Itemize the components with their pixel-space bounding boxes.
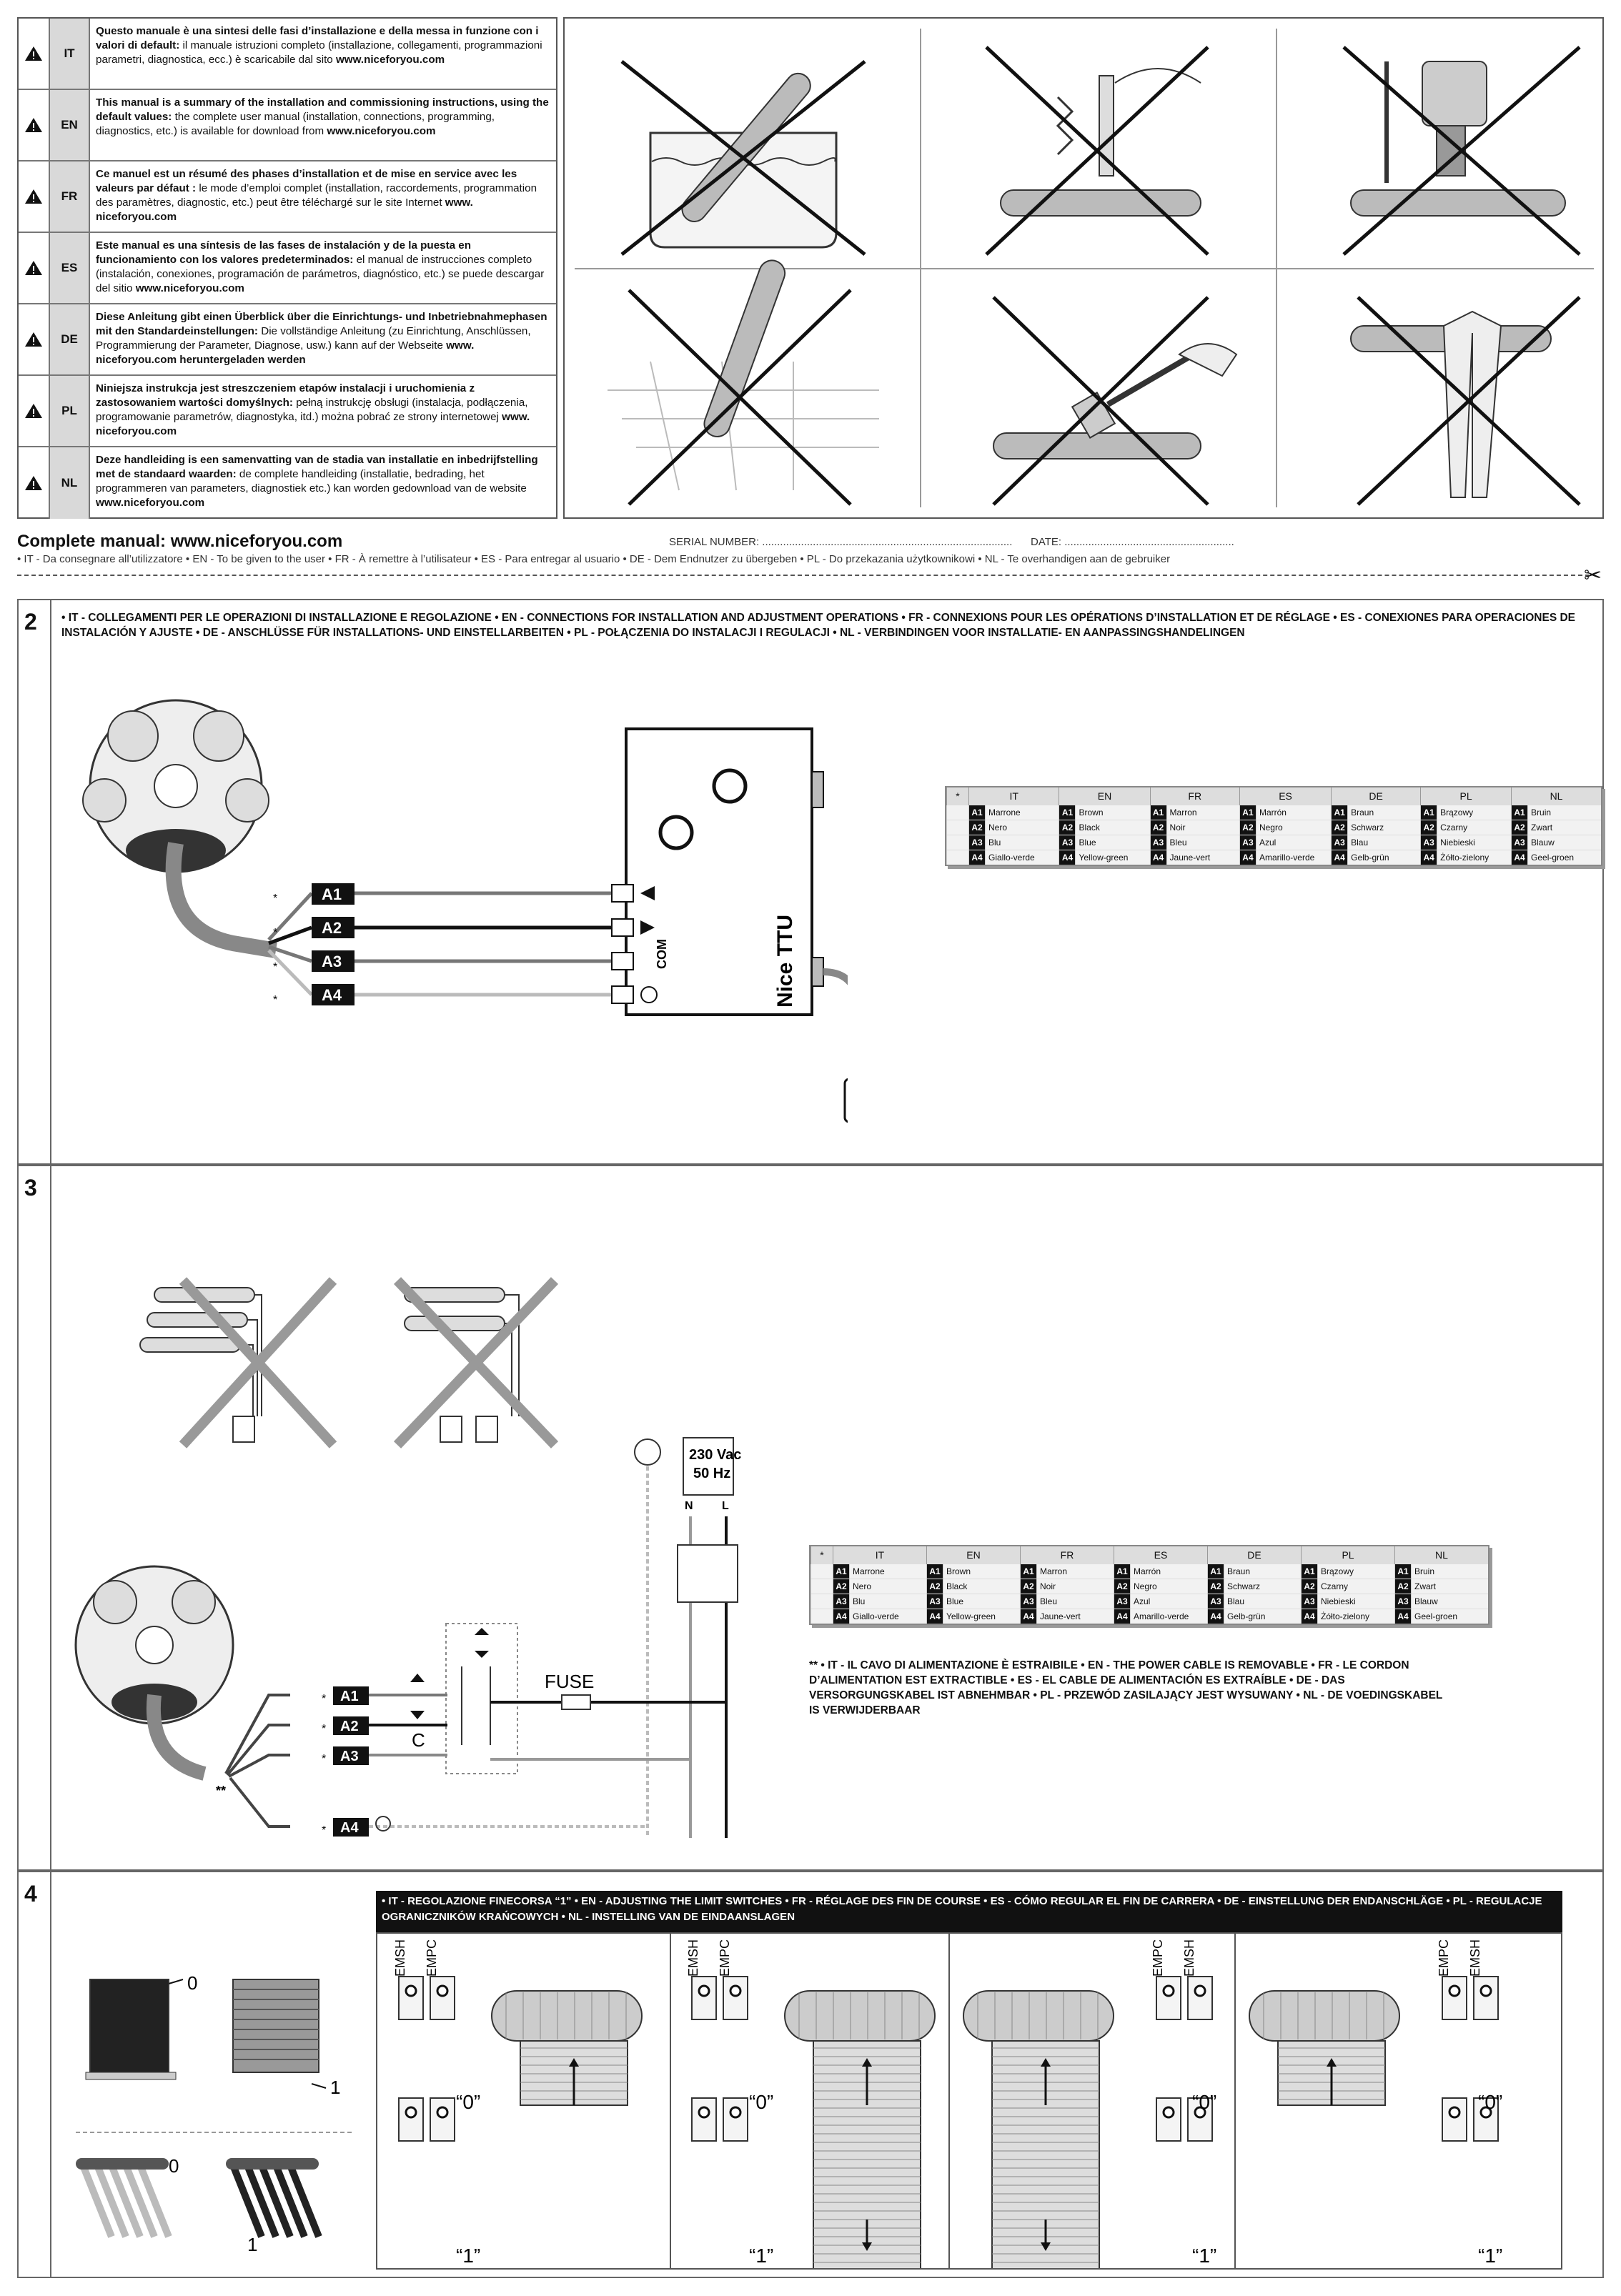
wire-tag: A3 [1332,835,1348,850]
warning-icon [19,90,50,160]
wire-labels [312,883,355,1005]
lang-header: IT [969,787,1059,805]
wire-color-table: * IT EN FR ES DE PL NL A1 Marrone A1 Brown A1 Marron A1 Marrón A1 Braun A1 Brązowy A1 Bruin A2 Nero A2 Black A2 Noir A2 Negro A2 Schwarz A2 Czarny A2 Zwart A3 Blu A3 Blue A3 Bleu A3 Azul A3 Blau A3 Niebieski A3 Blauw A4 Giallo-verde A4 Yellow-green A4 Jaune-vert A4 Amarillo-verde A4 Gelb-grün A4 Żółto-zielony A4 Geel-groen [809,1545,1489,1625]
wire-tag: A3 [833,1594,850,1609]
description-bold: Ce manuel est un résumé des phases d’installation et de mise en service avec les valeurs par défaut : [96,168,517,194]
wire-color: Blauw [1412,1594,1489,1609]
table-row [811,1579,1489,1594]
svg-text:1: 1 [247,2234,258,2255]
wire-tag: A3 [1395,1594,1412,1609]
warning-icon [19,161,50,232]
svg-text:N: N [685,1500,693,1512]
wire-color: Blau [1224,1594,1302,1609]
lang-header: DE [1332,787,1421,805]
limit-step-3 [963,1939,1216,2268]
wire-color: Bleu [1166,835,1239,850]
wire-tag: A2 [1208,1579,1224,1594]
wire-tag: A4 [833,1609,850,1624]
svg-text:EMPC: EMPC [1151,1939,1165,1977]
website-link[interactable]: www. niceforyou.com [96,197,473,223]
wire-tag: A3 [1114,1594,1131,1609]
wire-color: Negro [1131,1579,1208,1594]
svg-text:*: * [273,893,278,905]
svg-text:EMPC: EMPC [1437,1939,1451,1977]
wire-color: Blue [1076,835,1150,850]
svg-text:*: * [273,961,278,973]
wire-color: Marron [1037,1564,1114,1579]
svg-text:“0”: “0” [749,2091,774,2113]
table-row [947,850,1602,865]
description-text: the complete user manual (installation, connections, programming, diagnostics, etc.) is available for download from [96,111,495,137]
wire-color: Zwart [1412,1579,1489,1594]
svg-text:A4: A4 [340,1820,359,1836]
svg-text:*: * [273,927,278,939]
wire-color: Blu [986,835,1059,850]
svg-text:C: C [412,1729,425,1751]
wire-tag: A1 [1150,805,1166,820]
forbidden-parallel-figure-2 [397,1281,555,1445]
wire-color: Schwarz [1224,1579,1302,1594]
warning-icon [19,304,50,374]
wire-tag: A2 [969,820,986,835]
language-row-es [19,233,556,304]
description-text: le mode d’emploi complet (installation, raccordements, programmation des paramètres, diagnostic, etc.) peut être téléchargé sur le site Internet [96,182,537,209]
section-limit-switches [17,1871,1604,2278]
removable-cable-note: ** • IT - IL CAVO DI ALIMENTAZIONE È ESTRAIBILE • EN - THE POWER CABLE IS REMOVABLE • FR - LE CORDON D’ALIMENTATION EST EXTRACTIBLE • ES - EL CABLE DE ALIMENTACIÓN ES EXTRAÍBLE • DE - DAS VERSORGUNGSKABEL IST ABNEHMBAR • PL - PRZEWÓD ZASILAJĄCY JEST WYSUWANY • NL - DE VOEDINGSKABEL IS VERWIJDERBAAR [809,1659,1443,1716]
language-row-it [19,19,556,90]
language-description [96,453,550,510]
warning-icon [19,447,50,519]
wire-tag: A1 [1239,805,1256,820]
language-row-en [19,90,556,161]
table-row [811,1594,1489,1609]
wire-tag: A4 [1059,850,1076,865]
description-bold: Niniejsza instrukcja jest streszczeniem etapów instalacji i uruchomienia z zastosowaniem wartości domyślnych: [96,382,475,409]
language-code: FR [50,161,90,232]
website-link[interactable]: www. niceforyou.com heruntergeladen werden [96,339,475,366]
wire-tag: A3 [1512,835,1528,850]
language-description [96,239,550,296]
section-number: 2 [19,600,51,1163]
website-link[interactable]: www.niceforyou.com [135,282,244,294]
wire-tag: A4 [1395,1609,1412,1624]
wire-tag: A3 [1239,835,1256,850]
wire-color-table: * IT EN FR ES DE PL NL A1 Marrone A1 Brown A1 Marron A1 Marrón A1 Braun A1 Brązowy A1 Bruin A2 Nero A2 Black A2 Noir A2 Negro A2 Schwarz A2 Czarny A2 Zwart A3 Blu A3 Blue A3 Bleu A3 Azul A3 Blau A3 Niebieski A3 Blauw A4 Giallo-verde A4 Yellow-green A4 Jaune-vert A4 Amarillo-verde A4 Gelb-grün A4 Żółto-zielony A4 Geel-groen [945,786,1602,866]
section-number: 3 [19,1166,51,1869]
svg-text:A1: A1 [322,885,342,903]
wire-tag: A3 [1021,1594,1037,1609]
language-code: DE [50,304,90,374]
language-row-de [19,304,556,376]
description-text: pełną instrukcję obsługi (instalacja, podłączenia, programowanie parametrów, diagnostyka, itd.) można pobrać ze strony internetowej [96,397,528,423]
wire-color: Geel-groen [1412,1609,1489,1624]
limit-step-4 [1249,1939,1502,2267]
switch-box [446,1624,517,1774]
wire-tag: A4 [927,1609,943,1624]
language-description [96,382,550,439]
limit-step-1 [393,1939,642,2267]
motor-head-figure [76,1566,233,1774]
lang-header: ES [1114,1546,1208,1564]
section-number: 4 [19,1872,51,2277]
svg-text:EMSH: EMSH [1182,1939,1196,1977]
table-row [947,805,1602,820]
wire-color: Marrón [1131,1564,1208,1579]
wire-color: Marrone [850,1564,927,1579]
wire-tag: A1 [1302,1564,1318,1579]
wire-tag: A1 [969,805,986,820]
description-text: de complete handleiding (installatie, bedrading, het programmeren van parameters, diagnostiek etc.) kan worden gedownload van de website [96,468,527,495]
down-arrow-icon [410,1711,425,1719]
wire-tag: A4 [1302,1609,1318,1624]
lang-header: EN [1059,787,1150,805]
wire-tag: A3 [1150,835,1166,850]
earth-icon [376,1817,390,1831]
wire-color: Marron [1166,805,1239,820]
lang-header: PL [1302,1546,1395,1564]
svg-text:“0”: “0” [1478,2091,1503,2113]
wire-color: Braun [1348,805,1421,820]
lang-header: PL [1421,787,1512,805]
language-row-fr [19,161,556,233]
wire-tag: A1 [1332,805,1348,820]
svg-text:0: 0 [187,1972,198,1994]
wire-color: Żółto-zielony [1437,850,1512,865]
up-arrow-icon [410,1674,425,1682]
svg-text:“0”: “0” [456,2091,481,2113]
wire-color: Noir [1037,1579,1114,1594]
svg-text:“1”: “1” [1478,2245,1503,2267]
serial-number-field: SERIAL NUMBER: .................................................................................... [669,536,1013,548]
com-label: COM [655,939,669,969]
wire-labels [333,1686,369,1837]
lang-header: IT [833,1546,927,1564]
svg-text:A1: A1 [340,1689,359,1704]
motor-head-figure [83,700,276,950]
wire-color: Bruin [1412,1564,1489,1579]
wire-tag: A4 [1021,1609,1037,1624]
wire-tag: A2 [1332,820,1348,835]
table-row [947,820,1602,835]
wire-tag: A3 [1421,835,1437,850]
wire-tag: A4 [1421,850,1437,865]
motor-in-water-figure [622,61,865,254]
wire-tag: A4 [969,850,986,865]
svg-text:EMSH: EMSH [686,1939,700,1977]
wire-tag: A3 [1302,1594,1318,1609]
wire-color: Marrone [986,805,1059,820]
wire-tag: A4 [1239,850,1256,865]
svg-text:EMPC: EMPC [718,1939,732,1977]
lang-header: FR [1021,1546,1114,1564]
svg-text:0: 0 [169,2155,179,2177]
svg-text:A3: A3 [322,953,342,970]
svg-text:*: * [322,1824,327,1837]
wire-color: Black [1076,820,1150,835]
wire-tag: A2 [1059,820,1076,835]
description-text: il manuale istruzioni completo (installazione, collegamenti, programmazioni parametri, diagnostica, ecc.) è scaricabile dal sito [96,39,542,66]
svg-text:*: * [322,1693,327,1705]
website-link[interactable]: www. niceforyou.com [96,411,530,437]
svg-text:EMSH: EMSH [1468,1939,1482,1977]
language-row-pl [19,376,556,447]
complete-manual-link[interactable]: Complete manual: www.niceforyou.com [17,532,343,551]
wire-tag: A1 [1059,805,1076,820]
wire-tag: A4 [1208,1609,1224,1624]
language-description [96,310,550,367]
svg-text:EMSH: EMSH [393,1939,407,1977]
wire-color: Noir [1166,820,1239,835]
main-switch [678,1545,738,1602]
wire-tag: A2 [1150,820,1166,835]
warning-figures-panel [563,17,1604,519]
wire-color: Azul [1131,1594,1208,1609]
wire-tag: A2 [1421,820,1437,835]
svg-text:230 Vac: 230 Vac [689,1447,742,1463]
svg-text:*: * [322,1753,327,1765]
svg-text:*: * [273,994,278,1006]
screw-into-motor-figure [986,47,1208,254]
lang-header: FR [1150,787,1239,805]
wire-color: Bleu [1037,1594,1114,1609]
wire-tag: A1 [1512,805,1528,820]
lang-header: NL [1395,1546,1489,1564]
wire-tag: A1 [1395,1564,1412,1579]
wire-tag: A1 [1421,805,1437,820]
wire-color: Giallo-verde [986,850,1059,865]
wire-tag: A2 [1114,1579,1131,1594]
svg-text:A2: A2 [322,919,342,937]
wire-color: Niebieski [1437,835,1512,850]
wire-color: Nero [986,820,1059,835]
table-row [811,1564,1489,1579]
limit-position-examples [61,1901,362,2258]
language-description [96,24,550,67]
wire-color: Gelb-grün [1348,850,1421,865]
wire-color: Gelb-grün [1224,1609,1302,1624]
date-field: DATE: ......................................................... [1031,536,1234,548]
limit-switch-steps-panel [376,1932,1562,2270]
wire-color: Niebieski [1318,1594,1395,1609]
section-title: • IT - REGOLAZIONE FINECORSA “1” • EN - ADJUSTING THE LIMIT SWITCHES • FR - RÉGLAGE DES FIN DE COURSE • ES - CÓMO REGULAR EL FIN DE CARRERA • DE - EINSTELLUNG DER ENDANSCHLÄGE • PL - REGULACJE OGRANICZNIKÓW KRAŃCOWYCH • NL - INSTELLING VAN DE EINDAANSLAGEN [376,1891,1562,1932]
wire-color: Blue [943,1594,1021,1609]
description-bold: Este manual es una síntesis de las fases de instalación y de la puesta en funcionamiento con los valores predeterminados: [96,239,472,266]
ttu-wiring-diagram [61,657,848,1158]
svg-text:“1”: “1” [456,2245,481,2267]
warning-icon [19,233,50,303]
wire-tag: A4 [1150,850,1166,865]
wire-tag: A2 [1021,1579,1037,1594]
dropped-motor-figure [608,257,879,505]
description-bold: Questo manuale è una sintesi delle fasi d’installazione e della messa in funzione con i valori di default: [96,25,539,51]
wire-tag: A3 [927,1594,943,1609]
wire-color: Jaune-vert [1166,850,1239,865]
language-description [96,167,550,224]
svg-text:“1”: “1” [1192,2245,1217,2267]
device-label: Nice TTU [773,914,797,1008]
language-summary-table [17,17,557,519]
wire-color: Nero [850,1579,927,1594]
language-code: EN [50,90,90,160]
lang-header: NL [1512,787,1601,805]
wire-color: Bruin [1528,805,1601,820]
wire-color: Brown [943,1564,1021,1579]
svg-text:50 Hz: 50 Hz [693,1466,731,1481]
wire-color: Amarillo-verde [1256,850,1331,865]
fuse-label: FUSE [545,1671,595,1692]
wire-tag: A4 [1114,1609,1131,1624]
wire-tag: A1 [833,1564,850,1579]
lang-header: ES [1239,787,1331,805]
wire-color: Geel-groen [1528,850,1601,865]
wire-color: Brown [1076,805,1150,820]
wire-color: Żółto-zielony [1318,1609,1395,1624]
mains-wiring-diagram [61,1209,776,1867]
pliers-on-motor-figure [1351,297,1580,505]
wire-color: Blu [850,1594,927,1609]
language-row-nl [19,447,556,519]
wire-color: Marrón [1256,805,1331,820]
wire-color: Azul [1256,835,1331,850]
description-text: el manual de instrucciones completo (instalación, conexiones, programación de parámetros, diagnóstico, etc.) se puede descargar del sitio [96,254,545,294]
svg-text:“1”: “1” [749,2245,774,2267]
wire-tag: A2 [927,1579,943,1594]
wire-tag: A2 [1239,820,1256,835]
wire-color: Jaune-vert [1037,1609,1114,1624]
handover-note: • IT - Da consegnare all’utilizzatore • EN - To be given to the user • FR - À remettre à l’utilisateur • ES - Para entregar al usuario • DE - Dem Endnutzer zu übergeben • PL - Do przekazania użytkownikowi • NL - Te overhandigen aan de gebruiker [17,553,1171,565]
warning-icon [19,19,50,89]
wire-tag: A2 [1302,1579,1318,1594]
svg-text:“0”: “0” [1192,2091,1217,2113]
wire-tag: A3 [969,835,986,850]
language-description [96,96,550,139]
warning-icon [19,376,50,446]
wire-color: Blauw [1528,835,1601,850]
lang-header: DE [1208,1546,1302,1564]
language-code: ES [50,233,90,303]
wire-color: Giallo-verde [850,1609,927,1624]
wire-color: Czarny [1437,820,1512,835]
wire-color: Schwarz [1348,820,1421,835]
language-code: IT [50,19,90,89]
description-bold: Diese Anleitung gibt einen Überblick über die Einrichtungs- und Inbetriebnahmephasen mit den Standardeinstellungen: [96,311,547,337]
scissors-icon: ✂ [1584,564,1602,587]
website-link[interactable]: www.niceforyou.com [96,497,205,509]
wire-color: Czarny [1318,1579,1395,1594]
wire-color: Yellow-green [943,1609,1021,1624]
wire-tag: A2 [833,1579,850,1594]
svg-text:A2: A2 [340,1719,359,1734]
language-code: PL [50,376,90,446]
wire-tag: A3 [1059,835,1076,850]
wire-color: Blau [1348,835,1421,850]
lang-header: EN [927,1546,1021,1564]
wire-tag: A4 [1512,850,1528,865]
svg-text:**: ** [216,1784,227,1798]
hammer-on-motor-figure [993,297,1236,505]
limit-switch-steps [377,1934,1561,2268]
wire-tag: A1 [1114,1564,1131,1579]
svg-text:*: * [322,1723,327,1735]
earth-icon [635,1439,660,1465]
description-bold: Deze handleiding is een samenvatting van de stadia van installatie en inbedrijfstelling met de standaard waarden: [96,454,538,480]
website-link[interactable]: www.niceforyou.com [335,54,445,66]
svg-text:A3: A3 [340,1749,359,1764]
wire-tag: A1 [927,1564,943,1579]
svg-text:L: L [722,1500,729,1512]
svg-text:1: 1 [330,2077,341,2098]
wire-tag: A2 [1512,820,1528,835]
wire-tag: A1 [1208,1564,1224,1579]
description-text: Die vollständige Anleitung (zu Einrichtung, Anschlüssen, Programmierung der Parameter, Diagnose, usw.) kann auf der Webseite [96,325,531,352]
wire-tag: A1 [1021,1564,1037,1579]
wire-color: Black [943,1579,1021,1594]
section-mains-wiring [17,1165,1604,1871]
wire-color: Braun [1224,1564,1302,1579]
wire-tag: A2 [1395,1579,1412,1594]
warning-figures [565,19,1602,517]
plug-icon [845,1079,848,1122]
table-row [811,1609,1489,1624]
wire-tag: A4 [1332,850,1348,865]
cut-line [17,575,1590,576]
wire-color: Negro [1256,820,1331,835]
wire-tag: A3 [1208,1594,1224,1609]
language-code: NL [50,447,90,519]
fuse-icon [562,1695,590,1709]
wire-color: Brązowy [1318,1564,1395,1579]
svg-text:EMPC: EMPC [425,1939,439,1977]
wire-color: Amarillo-verde [1131,1609,1208,1624]
wire-color: Yellow-green [1076,850,1150,865]
limit-step-2 [686,1939,935,2268]
section-connections [17,599,1604,1165]
table-row [947,835,1602,850]
section-title: • IT - COLLEGAMENTI PER LE OPERAZIONI DI INSTALLAZIONE E REGOLAZIONE • EN - CONNECTIONS FOR INSTALLATION AND ADJUSTMENT OPERATIONS • FR - CONNEXIONS POUR LES OPÉRATIONS D’INSTALLATION ET DE RÉGLAGE • ES - CONEXIONES PARA OPERACIONES DE INSTALACIÓN Y AJUSTE • DE - ANSCHLÜSSE FÜR INSTALLATIONS- UND EINSTELLARBEITEN • PL - POŁĄCZENIA DO INSTALACJI I REGULACJI • NL - VERBINDINGEN VOOR INSTALLATIE- EN AANPASSINGSHANDELINGEN [61,612,1576,639]
svg-text:A4: A4 [322,986,342,1004]
website-link[interactable]: www.niceforyou.com [327,125,436,137]
description-bold: This manual is a summary of the installation and commissioning instructions, using the default values: [96,96,549,123]
forbidden-parallel-figure-1 [140,1281,333,1445]
wire-color: Zwart [1528,820,1601,835]
wire-color: Brązowy [1437,805,1512,820]
drill-into-motor-figure [1344,47,1580,254]
